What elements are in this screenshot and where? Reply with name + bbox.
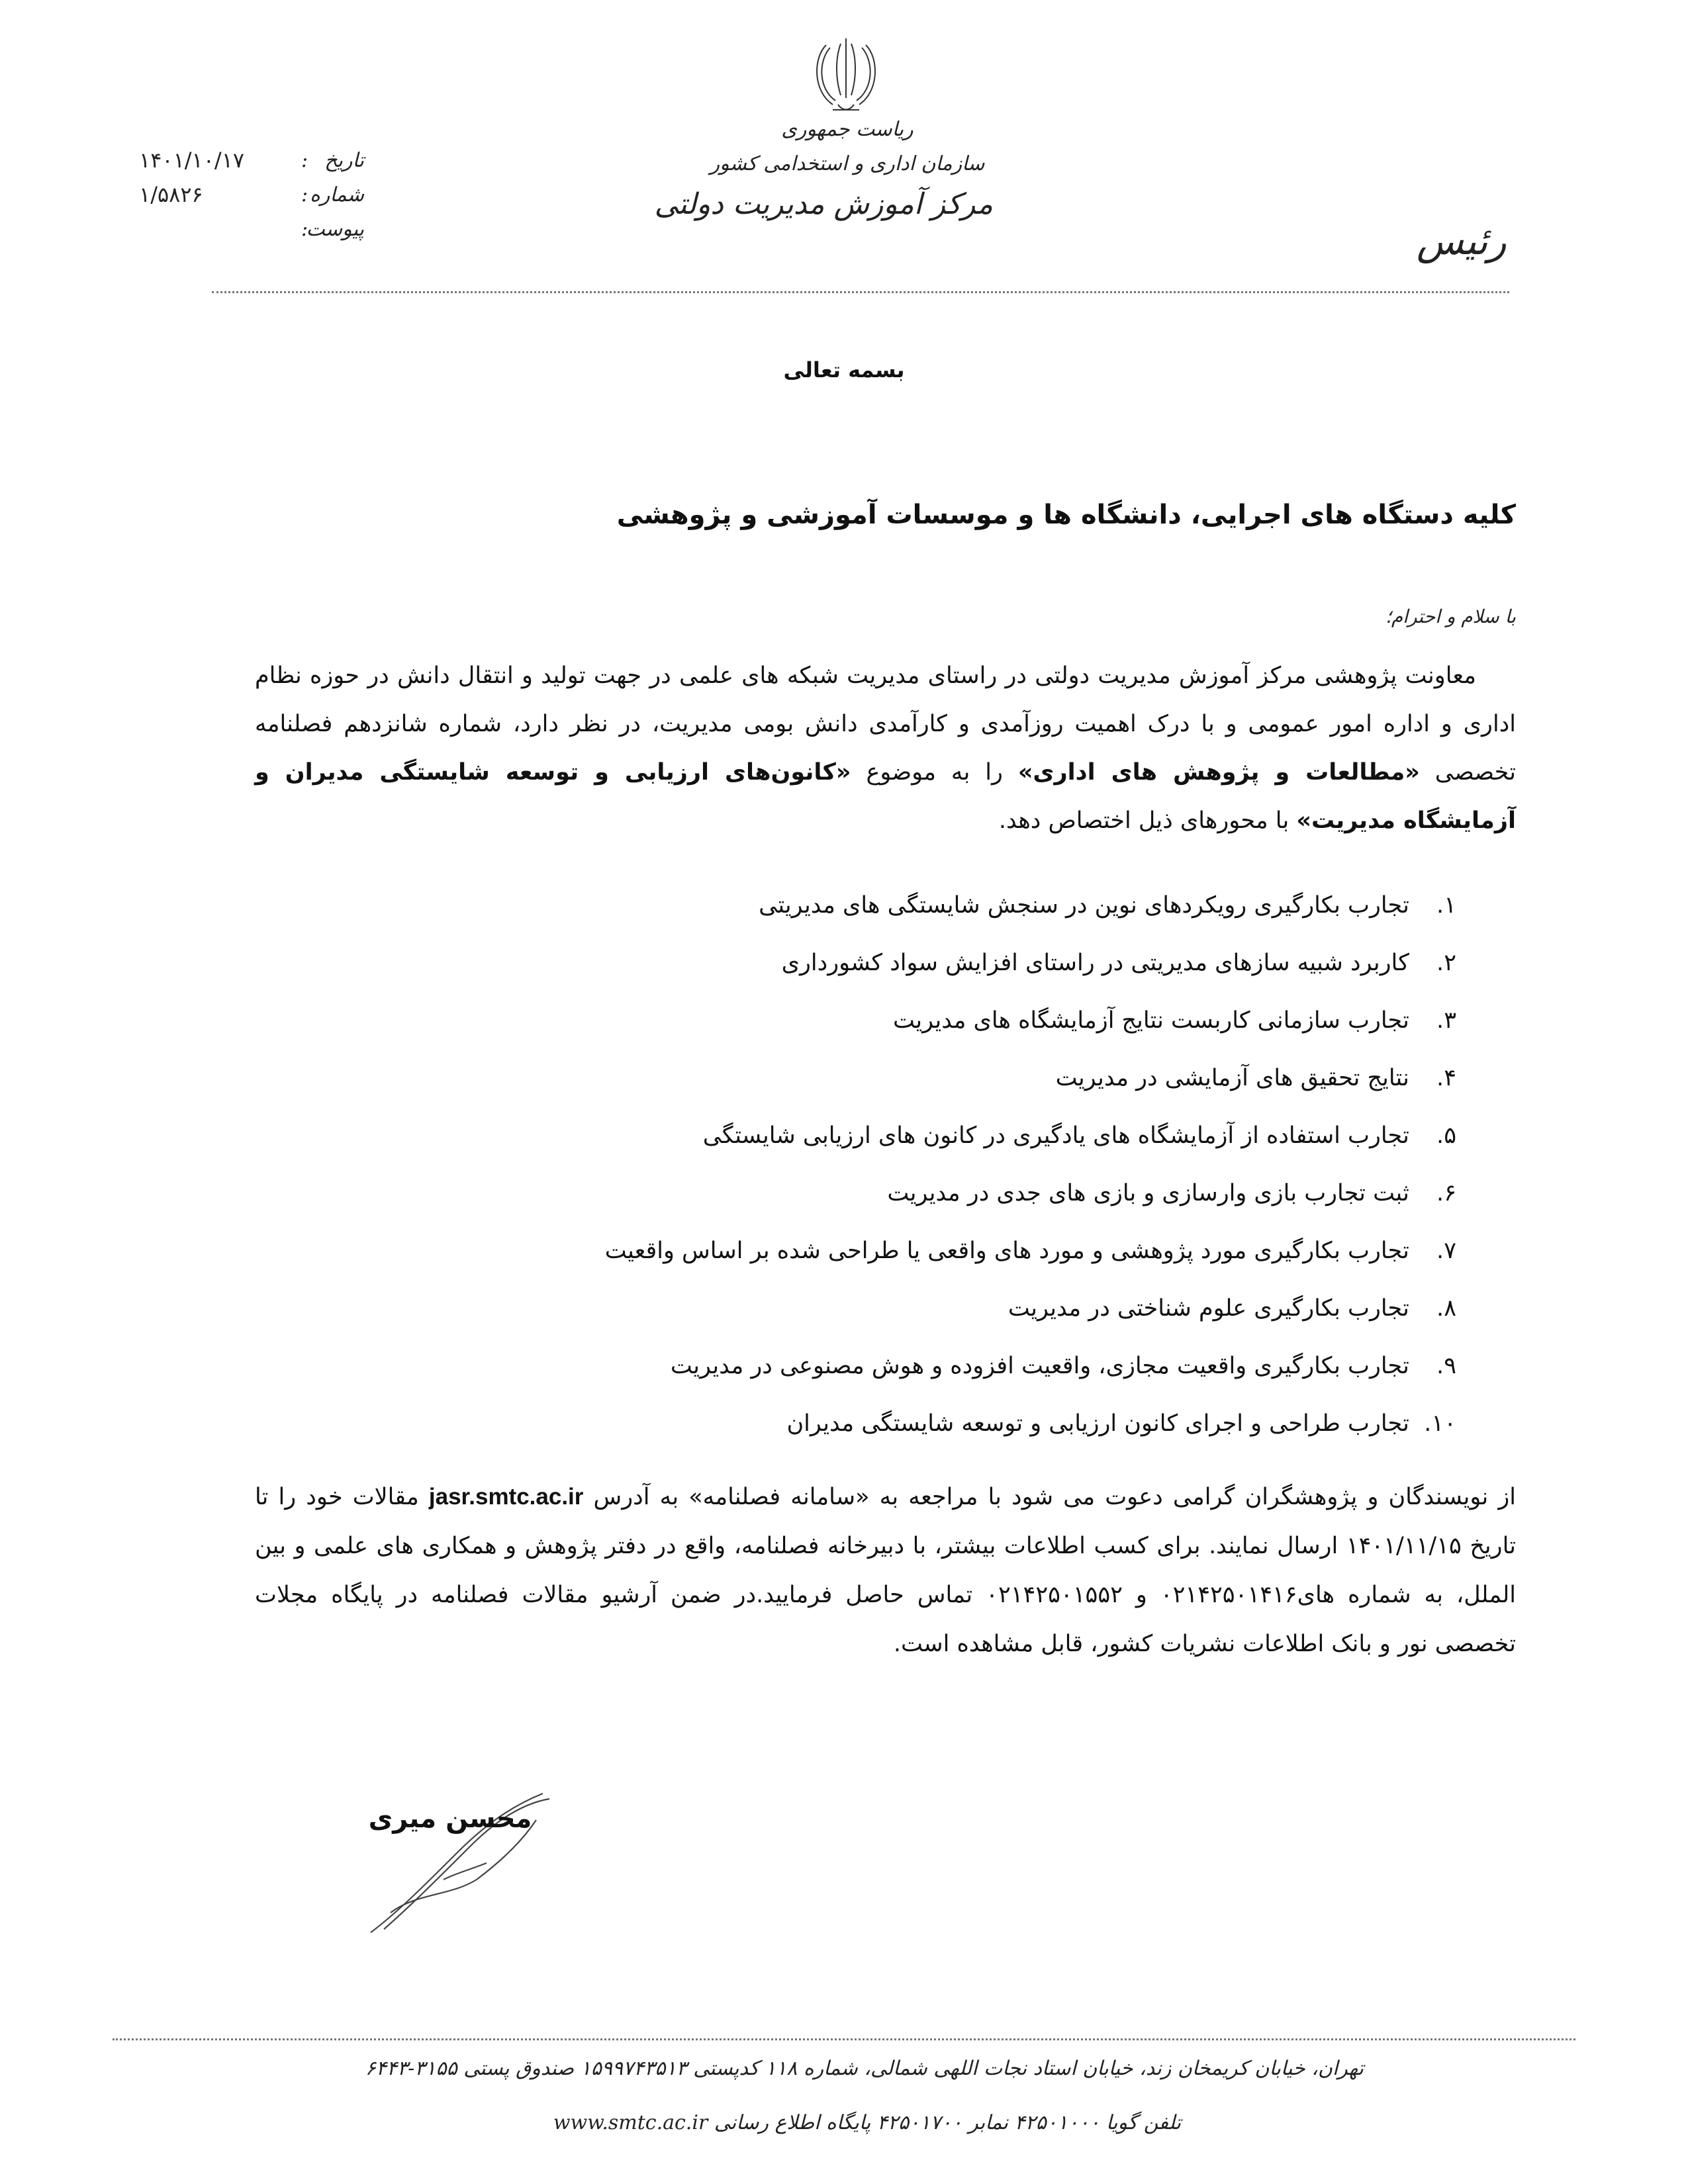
item-number: ۹. (1436, 1353, 1456, 1379)
intro-text-c: با محورهای ذیل اختصاص دهد. (998, 807, 1297, 834)
item-text: تجارب بکارگیری واقعیت مجازی، واقعیت افزوده و هوش مصنوعی در مدیریت (670, 1353, 1409, 1379)
date-label: تاریخ (324, 148, 364, 172)
item-number: ۱. (1436, 892, 1456, 919)
item-number: ۸. (1436, 1295, 1456, 1322)
greeting: با سلام و احترام؛ (1385, 606, 1516, 627)
signer-name: محسن میری (368, 1803, 532, 1834)
call-text-b: مقالات خود را تا تاریخ ۱۴۰۱/۱۱/۱۵ ارسال نمایند. برای کسب اطلاعات بیشتر، با دبیرخانه فصلنامه، واقع در دفتر پژوهش و همکاری های علمی و بین الملل، به شماره های۰۲۱۴۲۵۰۱۴۱۶ و ۰۲۱۴۲۵۰۱۵۵۲ تماس حاصل فرمایید.در ضمن آرشیو مقالات فصلنامه در پایگاه مجلات تخصصی نور و بانک اطلاعات نشریات کشور، قابل مشاهده است. (255, 1484, 1517, 1657)
item-number: ۵. (1436, 1122, 1456, 1149)
issue-topic: «کانون‌های ارزیابی و توسعه شایستگی مدیران و آزمایشگاه مدیریت» (255, 759, 1516, 834)
header-divider (212, 291, 1509, 293)
item-number: ۴. (1436, 1065, 1456, 1091)
date-colon: : (301, 148, 308, 172)
item-text: تجارب طراحی و اجرای کانون ارزیابی و توسعه شایستگی مدیران (786, 1410, 1409, 1437)
list-item (463, 877, 1456, 934)
list-item (463, 934, 1456, 992)
list-item (463, 992, 1456, 1050)
item-text: تجارب بکارگیری علوم شناختی در مدیریت (1008, 1295, 1409, 1322)
attachment-label: پیوست (306, 217, 364, 241)
addressee: کلیه دستگاه های اجرایی، دانشگاه ها و موسسات آموزشی و پژوهشی (616, 500, 1516, 530)
item-text: تجارب سازمانی کاربست نتایج آزمایشگاه های مدیریت (893, 1007, 1409, 1034)
list-item (463, 1107, 1456, 1165)
intro-text-b: را به موضوع (851, 759, 1018, 786)
meta-number-row (139, 177, 364, 212)
meta-attachment-row (139, 212, 364, 246)
letter-meta (139, 143, 364, 246)
call-text-a: از نویسندگان و پژوهشگران گرامی دعوت می شود با مراجعه به «سامانه فصلنامه» به آدرس (583, 1484, 1516, 1510)
call-paragraph (255, 1473, 1516, 1668)
meta-date-row (139, 143, 364, 177)
attachment-colon: : (301, 217, 308, 241)
number-colon: : (301, 183, 308, 206)
journal-website: jasr.smtc.ac.ir (428, 1484, 584, 1510)
item-number: ۷. (1436, 1238, 1456, 1264)
letterhead-head: رئیس (1417, 218, 1507, 263)
journal-name: «مطالعات و پژوهش های اداری» (1017, 759, 1420, 786)
number-value: ۱/۵۸۲۶ (139, 182, 203, 207)
item-text: تجارب بکارگیری مورد پژوهشی و مورد های واقعی یا طراحی شده بر اساس واقعیت (604, 1238, 1409, 1264)
item-text: ثبت تجارب بازی وارسازی و بازی های جدی در مدیریت (887, 1180, 1409, 1206)
date-value: ۱۴۰۱/۱۰/۱۷ (139, 148, 245, 173)
letterhead (654, 113, 993, 228)
item-number: ۳. (1436, 1007, 1456, 1034)
item-number: ۲. (1436, 950, 1456, 976)
item-text: نتایج تحقیق های آزمایشی در مدیریت (1055, 1065, 1409, 1091)
item-number: ۶. (1436, 1180, 1456, 1206)
letterhead-presidency: ریاست جمهوری (781, 118, 914, 141)
letterhead-organization: سازمان اداری و استخدامی کشور (710, 152, 985, 175)
footer-divider (113, 2038, 1575, 2040)
list-item (463, 1280, 1456, 1338)
iran-emblem (806, 32, 886, 118)
letterhead-center: مرکز آموزش مدیریت دولتی (654, 187, 993, 221)
intro-paragraph (255, 652, 1516, 845)
list-item (463, 1395, 1456, 1453)
intro-text-a: معاونت پژوهشی مرکز آموزش مدیریت دولتی در راستای مدیریت شبکه های علمی در جهت تولید و انتقال دانش در حوزه نظام اداری و اداره امور عمومی و با درک اهمیت روزآمدی و کارآمدی دانش بومی مدیریت، در نظر دارد، شماره شانزدهم فصلنامه تخصصی (255, 662, 1516, 786)
item-text: تجارب استفاده از آزمایشگاه های یادگیری در کانون های ارزیابی شایستگی (702, 1122, 1409, 1149)
footer-address: تهران، خیابان کریمخان زند، خیابان استاد نجات اللهی شمالی، شماره ۱۱۸ کدپستی ۱۵۹۹۷۴۳۵۱۳ صندوق پستی ۳۱۵۵-۶۴۴۳ (365, 2057, 1364, 2080)
item-text: تجارب بکارگیری رویکردهای نوین در سنجش شایستگی های مدیریتی (759, 892, 1409, 919)
number-label: شماره (310, 183, 364, 206)
topic-list (463, 877, 1456, 1453)
list-item (463, 1338, 1456, 1395)
footer-contact: تلفن گویا ۴۲۵۰۱۰۰۰ نمابر ۴۲۵۰۱۷۰۰ پایگاه اطلاع رسانی www.smtc.ac.ir (553, 2111, 1182, 2134)
basmala: بسمه تعالی (783, 357, 905, 383)
list-item (463, 1165, 1456, 1222)
list-item (463, 1050, 1456, 1107)
list-item (463, 1222, 1456, 1280)
item-text: کاربرد شبیه سازهای مدیریتی در راستای افزایش سواد کشورداری (781, 950, 1409, 976)
item-number: ۱۰. (1424, 1410, 1456, 1437)
